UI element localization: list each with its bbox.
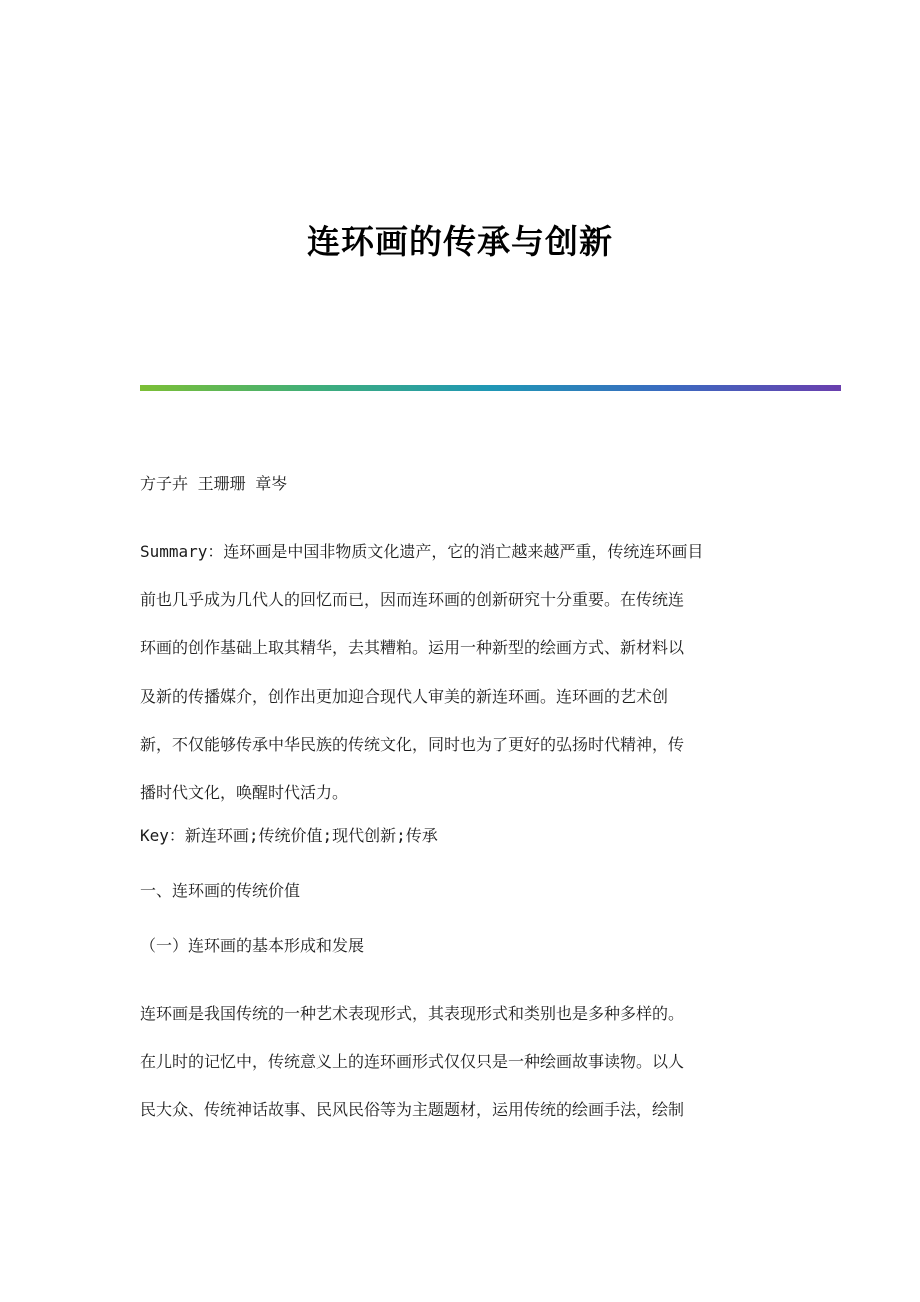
body-line: 民大众、传统神话故事、民风民俗等为主题题材，运用传统的绘画手法，绘制	[140, 1100, 685, 1120]
body-line: 在儿时的记忆中，传统意义上的连环画形式仅仅只是一种绘画故事读物。以人	[140, 1052, 685, 1072]
summary-line: 及新的传播媒介，创作出更加迎合现代人审美的新连环画。连环画的艺术创	[140, 686, 669, 706]
summary-line: 播时代文化，唤醒时代活力。	[140, 783, 349, 803]
summary-line: 新，不仅能够传承中华民族的传统文化，同时也为了更好的弘扬时代精神，传	[140, 734, 685, 754]
summary-line: 环画的创作基础上取其精华，去其糟粕。运用一种新型的绘画方式、新材料以	[140, 638, 685, 658]
body-line: 连环画是我国传统的一种艺术表现形式，其表现形式和类别也是多种多样的。	[140, 1004, 685, 1023]
section-heading: 一、连环画的传统价值	[140, 881, 301, 900]
author-line: 方子卉 王珊珊 章岑	[140, 474, 288, 493]
title-divider	[140, 385, 841, 391]
body-paragraph	[140, 990, 780, 1135]
summary-line: Summary：连环画是中国非物质文化遗产，它的消亡越来越严重，传统连环画目	[140, 542, 704, 561]
document-title: 连环画的传承与创新	[307, 222, 613, 261]
subsection-heading: （一）连环画的基本形成和发展	[140, 936, 365, 955]
keywords-line: Key：新连环画;传统价值;现代创新;传承	[140, 826, 438, 845]
summary-line: 前也几乎成为几代人的回忆而已，因而连环画的创新研究十分重要。在传统连	[140, 590, 685, 610]
summary-paragraph	[140, 528, 780, 817]
